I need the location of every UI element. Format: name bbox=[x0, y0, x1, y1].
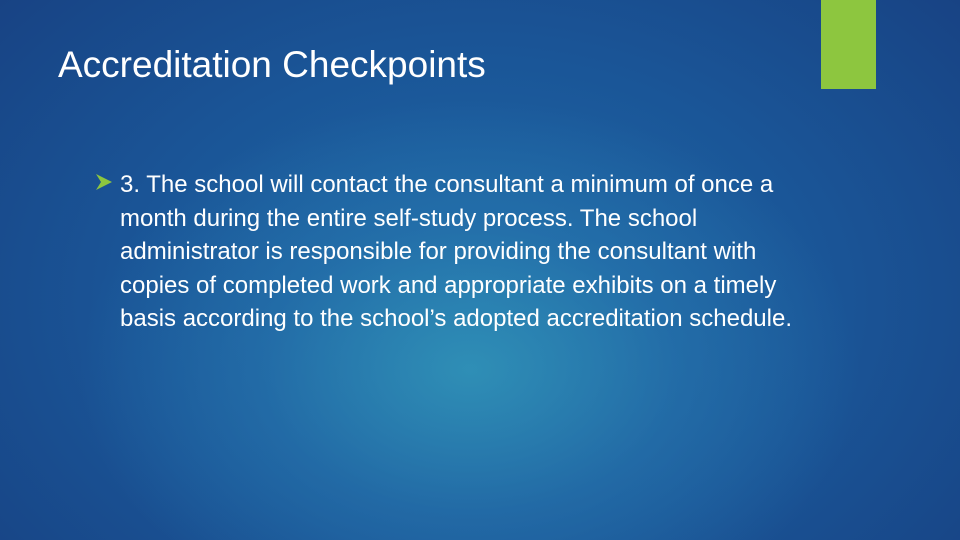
accent-bar bbox=[821, 0, 876, 89]
slide-title: Accreditation Checkpoints bbox=[58, 44, 486, 85]
bullet-text: 3. The school will contact the consultant a minimum of once a month during the entire self-study process. The school administrator is responsible for providing the consultant with copies of completed work and appropriate exhibits on a timely basis according to the school’s adopted accreditation schedule. bbox=[120, 171, 792, 332]
bullet-item bbox=[95, 168, 795, 336]
arrow-bullet-icon bbox=[95, 173, 113, 191]
